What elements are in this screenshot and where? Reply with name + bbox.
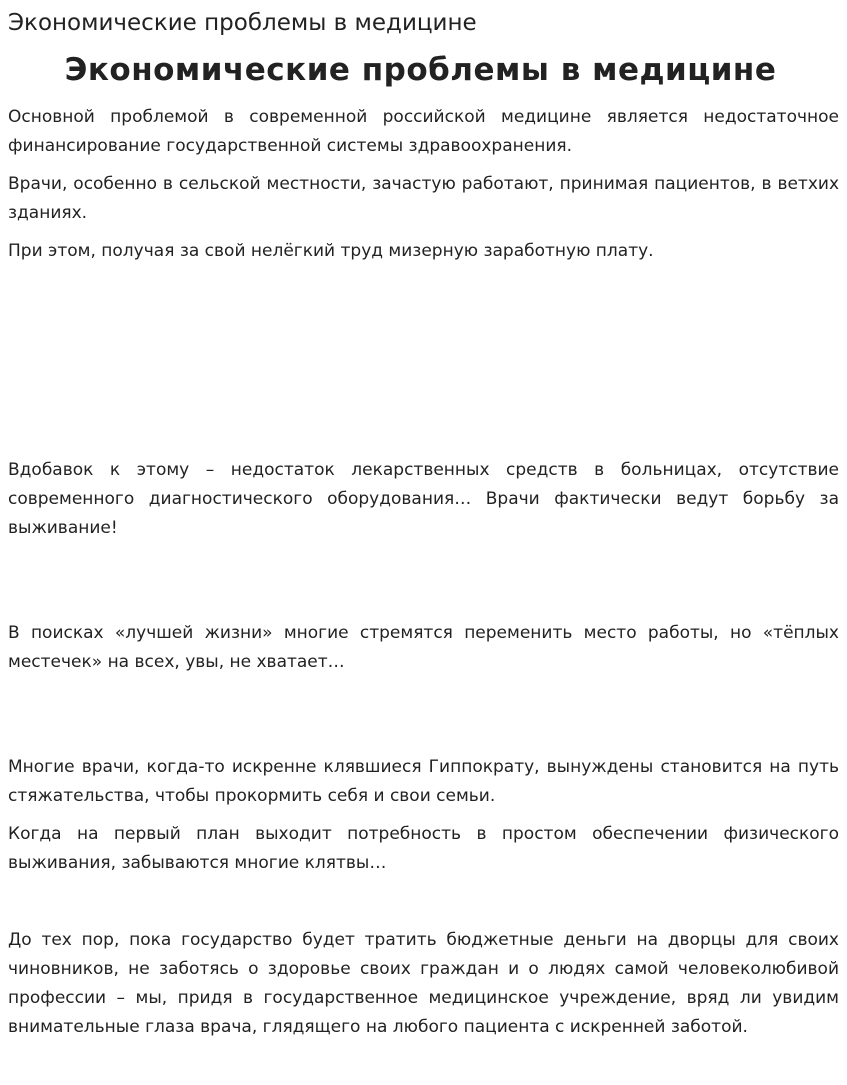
article-paragraph: Врачи, особенно в сельской местности, зачастую работают, принимая пациентов, в ветхих зданиях. [8, 174, 839, 223]
article-paragraph: Многие врачи, когда-то искренне клявшиеся Гиппократу, вынуждены становится на путь стяжательства, чтобы прокормить себя и свои семьи. [8, 757, 839, 806]
article-paragraph: Основной проблемой в современной российской медицине является недостаточное финансирование государственной системы здравоохранения. [8, 107, 839, 156]
article-paragraph: При этом, получая за свой нелёгкий труд мизерную заработную плату. [8, 241, 654, 261]
page-header-title: Экономические проблемы в медицине [8, 10, 477, 36]
article-paragraph: Когда на первый план выходит потребность в простом обеспечении физического выживания, забываются многие клятвы… [8, 824, 839, 873]
article-paragraph: До тех пор, пока государство будет тратить бюджетные деньги на дворцы для своих чиновников, не заботясь о здоровье своих граждан и о людях самой человеколюбивой профессии – мы, придя в государственное медицинское учреждение, вряд ли увидим внимательные глаза врача, глядящего на любого пациента с искренней заботой. [8, 930, 839, 1037]
article-paragraph: Вдобавок к этому – недостаток лекарственных средств в больницах, отсутствие современного диагностического оборудования… Врачи фактически ведут борьбу за выживание! [8, 460, 839, 538]
article-title: Экономические проблемы в медицине [64, 52, 777, 88]
article-paragraph: В поисках «лучшей жизни» многие стремятся переменить место работы, но «тёплых местечек» на всех, увы, не хватает… [8, 623, 839, 672]
